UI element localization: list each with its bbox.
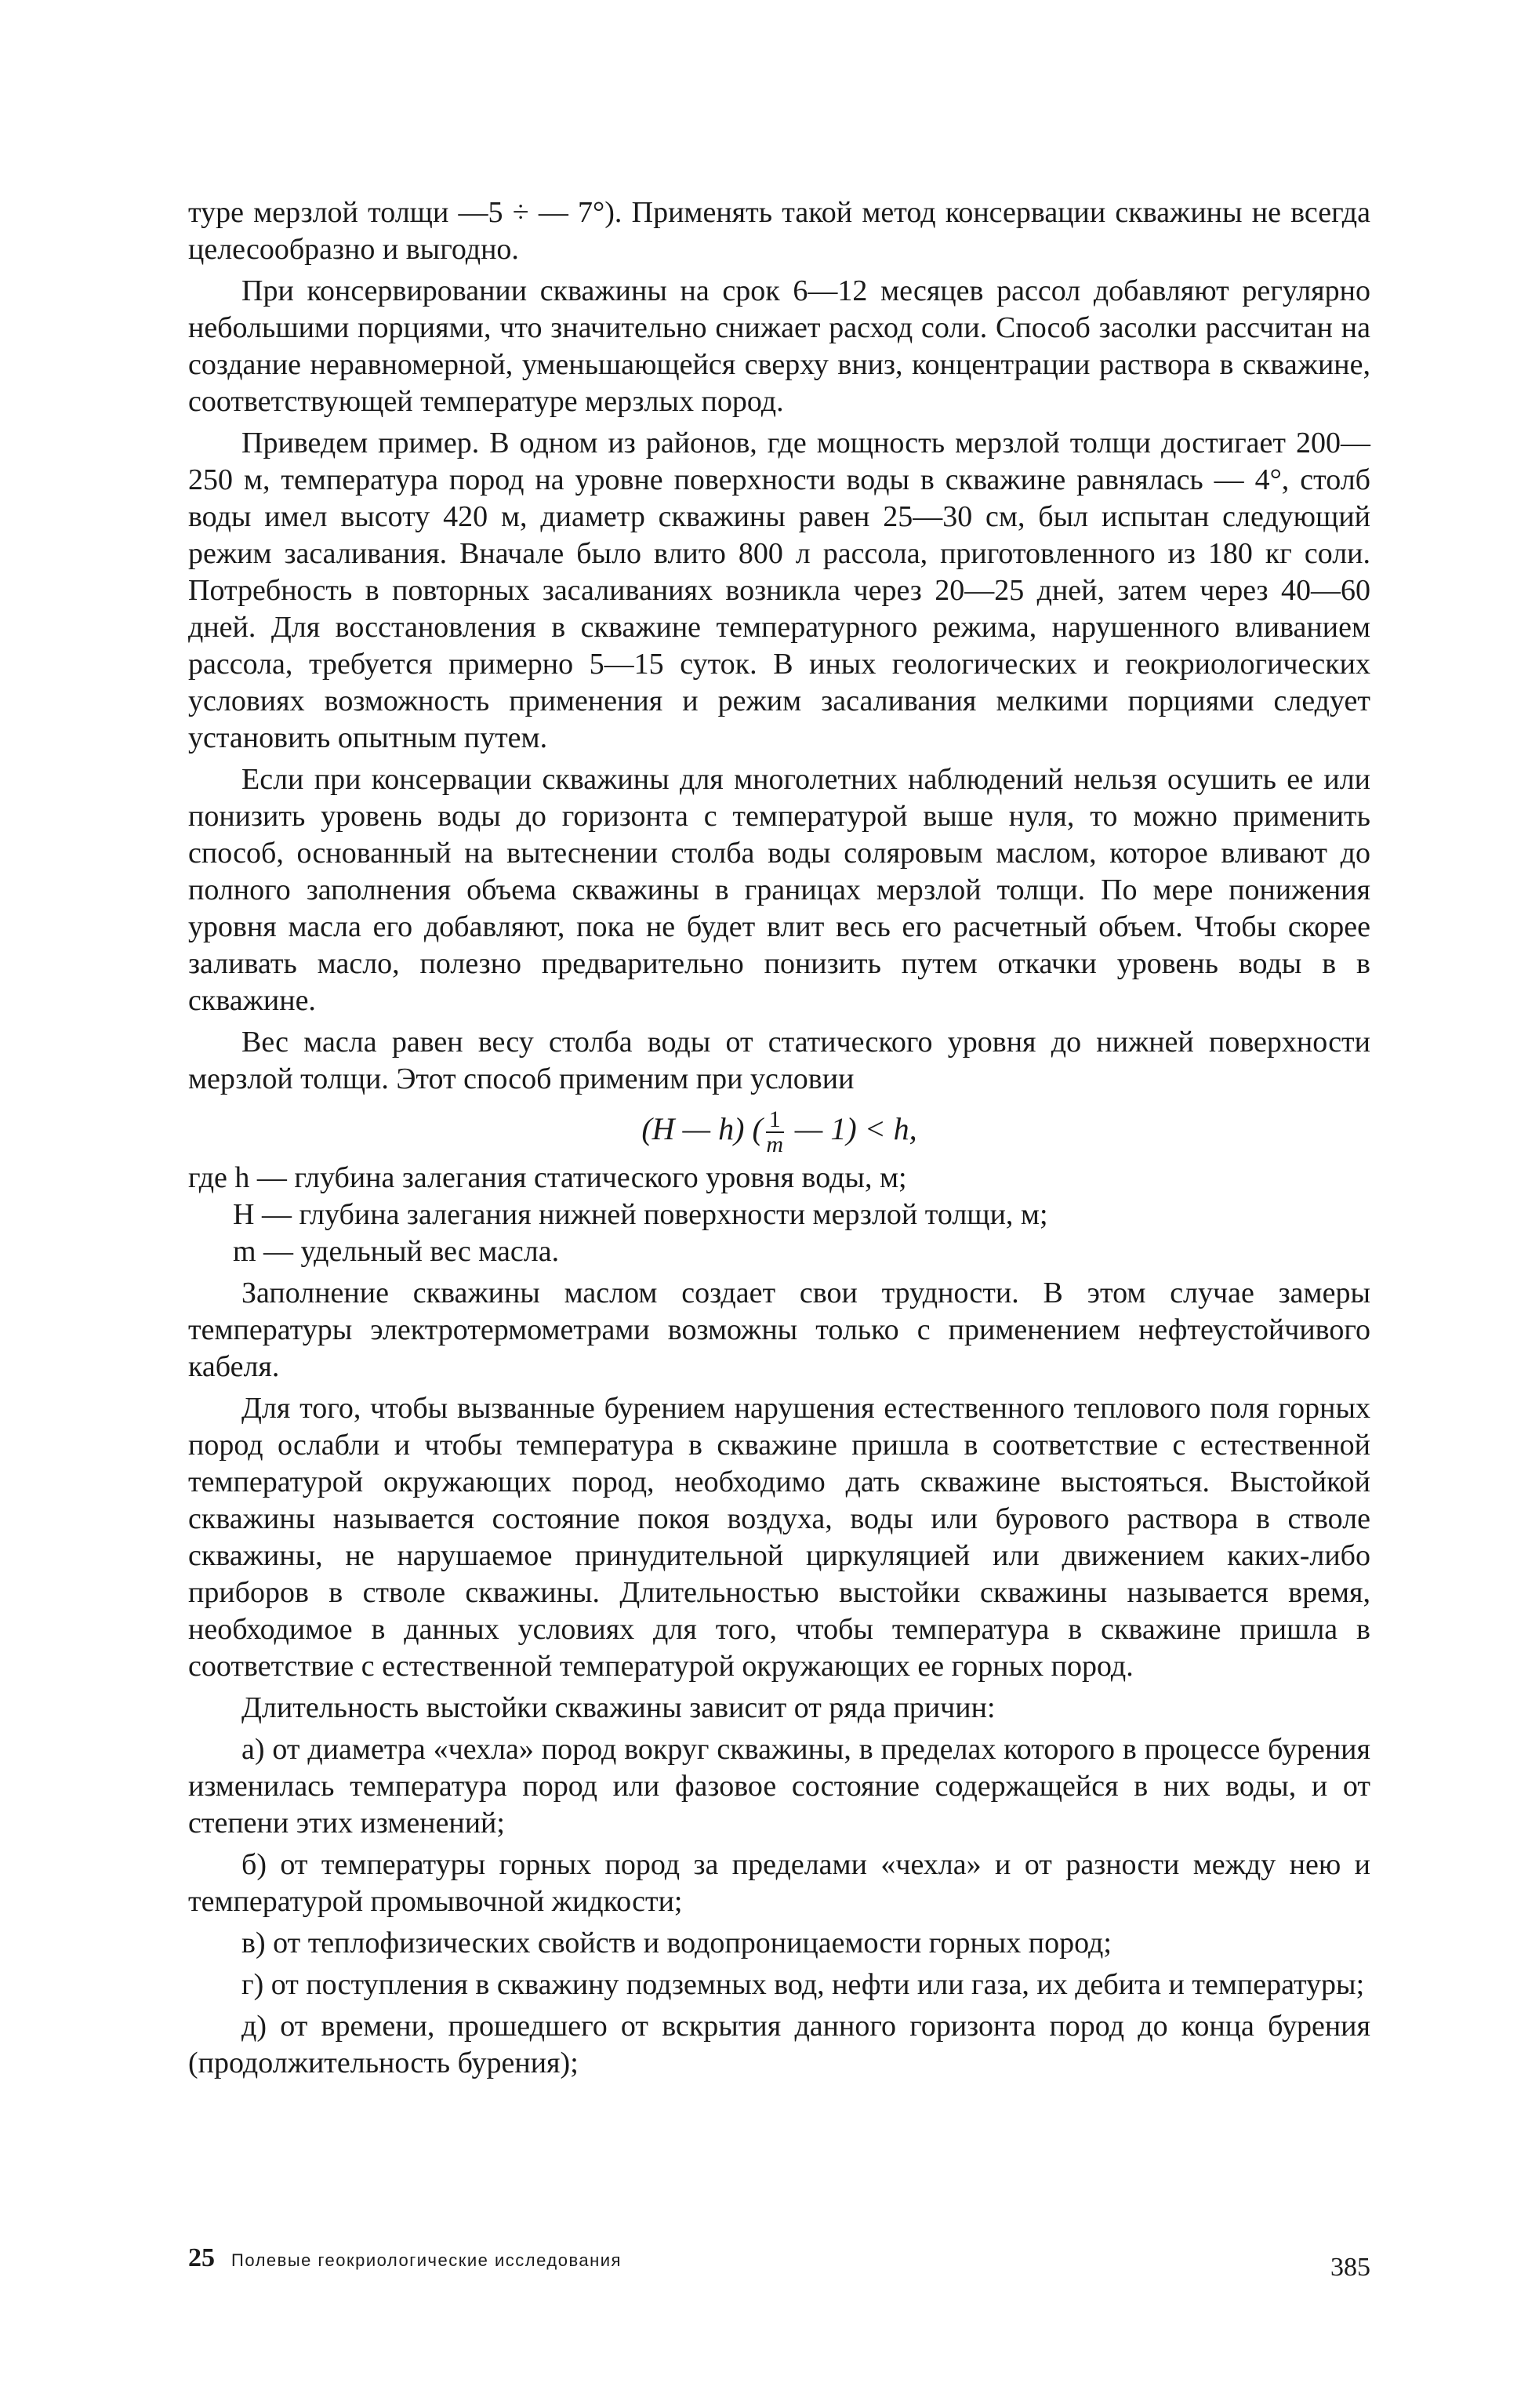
formula-open-paren: (: [752, 1111, 763, 1146]
paragraph-duration-causes: Длительность выстойки скважины зависит от ряда причин:: [241, 1691, 996, 1724]
page-number: 385: [1330, 2253, 1370, 2282]
condition-formula: [188, 1104, 1370, 1157]
formula-fraction: [766, 1108, 784, 1157]
definition-H: H — глубина залегания нижней поверхности мерзлой толщи, м;: [233, 1197, 1048, 1231]
running-title: Полевые геокриологические исследования: [231, 2250, 622, 2270]
definition-m: m — удельный вес масла.: [233, 1234, 560, 1268]
list-item-a: а) от диаметра «чехла» пород вокруг скважины, в пределах которого в процессе бурения изменилась температура пород или фазовое состояние содержащейся в них воды, и от степени этих изменений;: [188, 1732, 1370, 1840]
formula-left: (H — h): [641, 1111, 745, 1146]
paragraph-example: Приведем пример. В одном из районов, где мощность мерзлой толщи достигает 200—250 м, температура пород на уровне поверхности воды в скважине равнялась — 4°, столб воды имел высоту 420 м, диаметр скважины равен 25—30 см, был испытан следующий режим засаливания. Вначале было влито 800 л рассола, приготовленного из 180 кг соли. Потребность в повторных засаливаниях возникла через 20—25 дней, затем через 40—60 дней. Для восстановления в скважине температурного режима, нарушенного вливанием рассола, требуется примерно 5—15 суток. В иных геологических и геокриологических условиях возможность применения и режим засаливания мелкими порциями следует установить опытным путем.: [188, 427, 1370, 754]
definition-h: где h — глубина залегания статического уровня воды, м;: [188, 1160, 907, 1194]
list-item-d: д) от времени, прошедшего от вскрытия данного горизонта пород до конца бурения (продолжительность бурения);: [188, 2009, 1370, 2079]
signature-mark: 25: [188, 2243, 215, 2272]
paragraph-oil-difficulties: Заполнение скважины маслом создает свои трудности. В этом случае замеры температуры электротермометрами возможны только с применением нефтеустойчивого кабеля.: [188, 1276, 1370, 1383]
list-item-b: б) от температуры горных пород за пределами «чехла» и от разности между нею и температурой промывочной жидкости;: [188, 1847, 1370, 1918]
list-item-v: в) от теплофизических свойств и водопроницаемости горных пород;: [241, 1926, 1112, 1959]
list-item-g: г) от поступления в скважину подземных вод, нефти или газа, их дебита и температуры;: [241, 1967, 1365, 2001]
formula-numerator: 1: [766, 1108, 784, 1133]
page-body: [188, 194, 1370, 2087]
paragraph-well-standing: Для того, чтобы вызванные бурением нарушения естественного теплового поля горных пород ослабли и чтобы температура в скважине пришла в соответствие с естественной температурой окружающих пород, необходимо дать скважине выстояться. Выстойкой скважины называется состояние покоя воздуха, воды или бурового раствора в стволе скважины, не нарушаемое принудительной циркуляцией или движением каких-либо приборов в стволе скважины. Длительностью выстойки скважины называется время, необходимое в данных условиях для того, чтобы температура в скважине пришла в соответствие с естественной температурой окружающих ее горных пород.: [188, 1391, 1370, 1683]
paragraph-continuation: туре мерзлой толщи —5 ÷ — 7°). Применять такой метод консервации скважины не всегда целесообразно и выгодно.: [188, 196, 1370, 266]
page-footer: [188, 2243, 1370, 2282]
paragraph-brine-schedule: При консервировании скважины на срок 6—12 месяцев рассол добавляют регулярно небольшими порциями, что значительно снижает расход соли. Способ засолки рассчитан на создание неравномерной, уменьшающейся сверху вниз, концентрации раствора в скважине, соответствующей температуре мерзлых пород.: [188, 274, 1370, 418]
formula-after: — 1): [794, 1111, 857, 1146]
variable-definitions: [188, 1160, 1370, 1270]
formula-right: < h,: [864, 1111, 917, 1146]
paragraph-oil-method: Если при консервации скважины для многолетних наблюдений нельзя осушить ее или понизить уровень воды до горизонта с температурой выше нуля, то можно применить способ, основанный на вытеснении столба воды соляровым маслом, которое вливают до полного заполнения объема скважины в границах мерзлой толщи. По мере понижения уровня масла его добавляют, пока не будет влит весь его расчетный объем. Чтобы скорее заливать масло, полезно предварительно понизить путем откачки уровень воды в в скважине.: [188, 763, 1370, 1017]
paragraph-oil-weight: Вес масла равен весу столба воды от статического уровня до нижней поверхности мерзлой толщи. Этот способ применим при условии: [188, 1026, 1370, 1095]
formula-denominator: m: [766, 1131, 784, 1157]
